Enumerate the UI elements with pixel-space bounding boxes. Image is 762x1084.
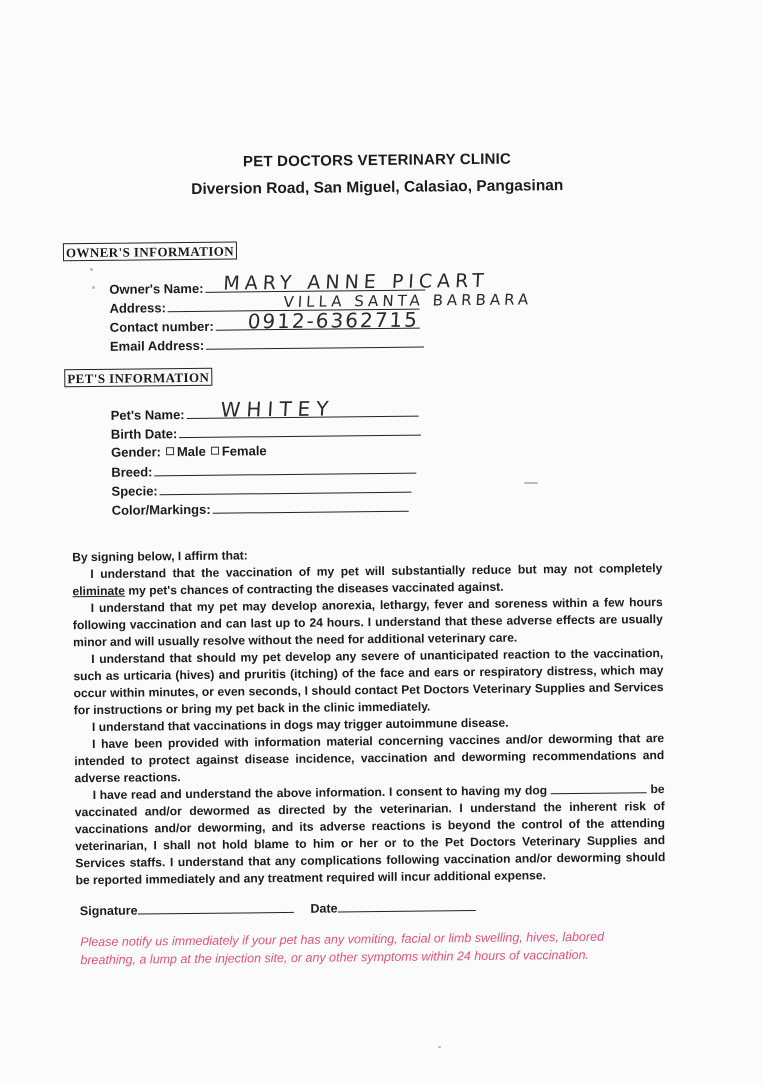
pet-fields: [110, 396, 423, 519]
consent-intro: By signing below, I affirm that:: [72, 548, 248, 565]
signature-row: [80, 899, 476, 918]
signature-line[interactable]: [137, 901, 293, 915]
consent-paragraph: I understand that vaccinations in dogs may trigger autoimmune disease.: [91, 715, 509, 735]
signature-label: Signature: [79, 903, 138, 919]
owner-email-field[interactable]: [110, 333, 426, 355]
date-line[interactable]: [337, 899, 475, 912]
female-checkbox[interactable]: [211, 447, 219, 455]
post-vaccination-notice: Please notify us immediately if your pet has any vomiting, facial or limb swelling, hives, labored breathing, a lump at the injection site, or any other symptoms within 24 hours of vaccination.: [80, 929, 605, 968]
owner-address-label: Address:: [109, 300, 166, 316]
pet-gender-label: Gender:: [110, 444, 161, 460]
owner-name-value: MARY ANNE PICART: [222, 269, 490, 295]
date-label: Date: [310, 901, 338, 916]
owner-fields: [109, 269, 534, 355]
pet-name-label: Pet's Name:: [110, 407, 185, 423]
female-option-label: Female: [221, 443, 267, 459]
scan-speck: [90, 268, 93, 271]
owner-section-title: OWNER'S INFORMATION: [63, 241, 237, 261]
scan-speck: [92, 286, 95, 289]
consent-paragraph: I understand that should my pet develop any severe of unanticipated reaction to the vaccination, such as urticaria (hives) and pruritis (itching) of the face and ears or respiratory distress, which may occur within minutes, or even seconds, I should contact Pet Doctors Veterinary Supplies and Services for instructions or bring my pet back in the clinic immediately.: [73, 646, 664, 718]
pet-color-label: Color/Markings:: [111, 501, 211, 518]
clinic-name: PET DOCTORS VETERINARY CLINIC: [242, 150, 512, 171]
clinic-header: [0, 148, 758, 201]
dog-name-blank[interactable]: [551, 781, 647, 794]
scan-speck: [438, 1046, 441, 1048]
owner-name-label: Owner's Name:: [109, 280, 204, 297]
pet-specie-label: Specie:: [111, 483, 158, 499]
consent-paragraph: I have been provided with information material concerning vaccines and/or deworming that are intended to protect against disease incidence, vaccination and deworming recommendations and adverse reactions.: [74, 731, 665, 786]
consent-paragraph: I understand that my pet may develop anorexia, lethargy, fever and soreness within a few hours following vaccination and can last up to 24 hours. I understand that these adverse effects are usually minor and will usually resolve without the need for additional veterinary care.: [72, 595, 663, 650]
pet-name-value: WHITEY: [219, 396, 336, 422]
pet-birth-label: Birth Date:: [110, 426, 178, 442]
clinic-address: Diversion Road, San Miguel, Calasiao, Pangasinan: [191, 177, 564, 198]
consent-paragraph: I understand that the vaccination of my pet will substantially reduce but may not completely eliminate my pet's chances of contracting the diseases vaccinated against.: [72, 561, 663, 599]
owner-email-label: Email Address:: [109, 337, 205, 354]
owner-address-value: VILLA SANTA BARBARA: [283, 290, 534, 311]
owner-contact-value: 0912-6362715: [247, 307, 420, 334]
pet-breed-label: Breed:: [111, 464, 153, 480]
owner-contact-label: Contact number:: [109, 318, 214, 335]
consent-paragraph: I have read and understand the above information. I consent to having my dog be vaccinated and/or dewormed as directed by the veterinarian. I understand the inherent risk of vaccinations and/or deworming, and its adverse reactions is beyond the control of the attending veterinarian, I shall not hold blame to him or her or to the Pet Doctors Veterinary Supplies and Services staffs. I understand that any complications following vaccination and/or deworming should be reported immediately and any treatment required will incur additional expense.: [74, 782, 666, 888]
male-checkbox[interactable]: [166, 447, 174, 455]
scan-speck: [524, 482, 538, 484]
consent-text: [72, 543, 666, 889]
male-option-label: Male: [176, 443, 206, 460]
pet-section-title: PET'S INFORMATION: [64, 368, 212, 388]
pet-color-field[interactable]: [112, 497, 423, 519]
